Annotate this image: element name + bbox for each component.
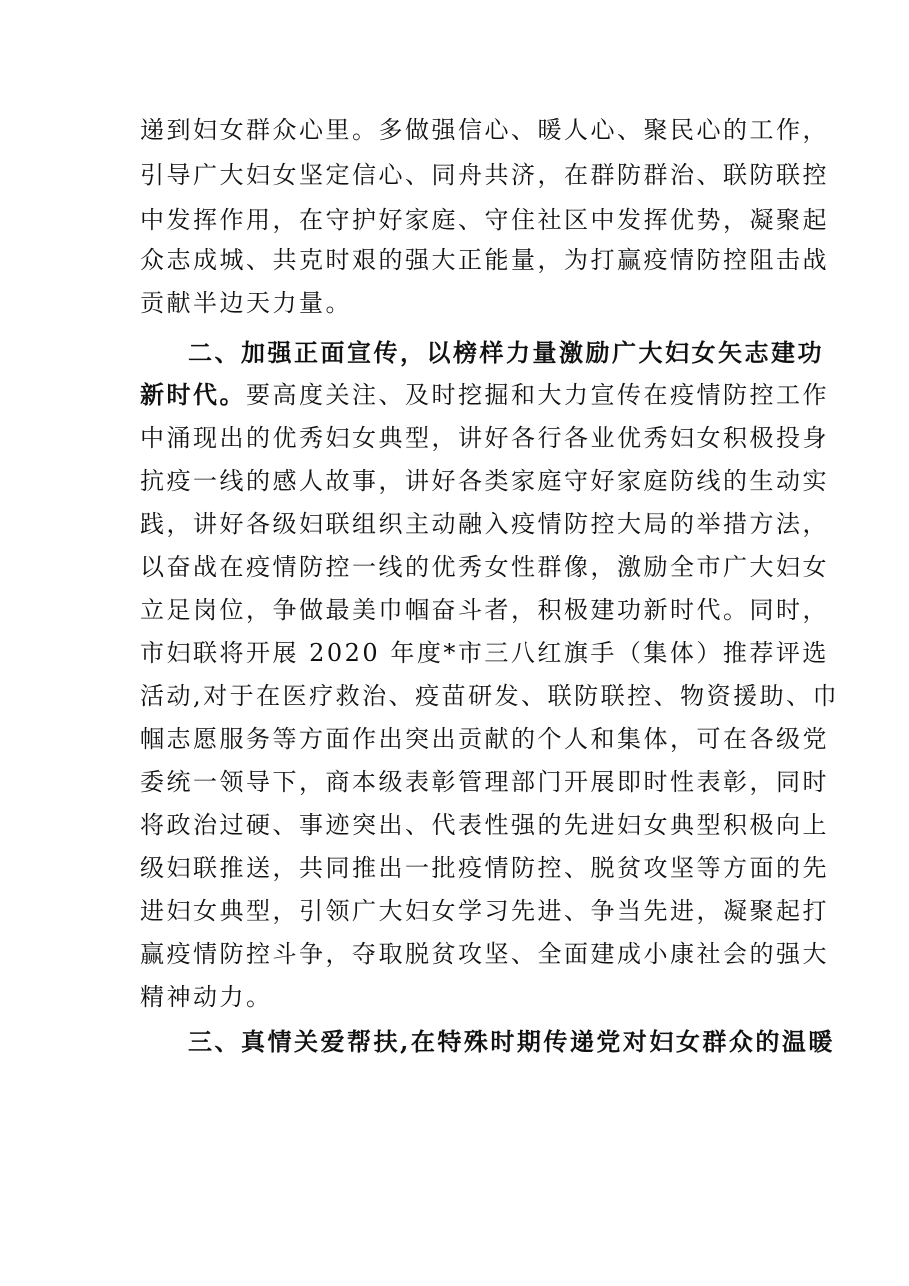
section-2-line-7: 立足岗位，争做最美巾帼奋斗者，积极建功新时代。同时， [140, 596, 829, 624]
section-3-heading: 三、真情关爱帮扶,在特殊时期传递党对妇女群众的温暖 [188, 1027, 835, 1056]
paragraph-1-line-4: 众志成城、共克时艰的强大正能量，为打赢疫情防控阻击战 [140, 246, 829, 274]
section-2-line-11: 委统一领导下，商本级表彰管理部门开展即时性表彰，同时 [140, 768, 829, 796]
paragraph-1-line-1: 递到妇女群众心里。多做强信心、暖人心、聚民心的工作， [140, 116, 829, 144]
section-2-line-16: 精神动力。 [140, 983, 273, 1011]
section-2-heading-end: 新时代。 [140, 380, 246, 409]
paragraph-1-line-5: 贡献半边天力量。 [140, 289, 352, 317]
section-2-line-10: 帼志愿服务等方面作出突出贡献的个人和集体，可在各级党 [140, 725, 829, 753]
section-2-line-13: 级妇联推送，共同推出一批疫情防控、脱贫攻坚等方面的先 [140, 854, 829, 882]
section-2-line-2 [140, 380, 829, 410]
section-2-line-4: 抗疫一线的感人故事，讲好各类家庭守好家庭防线的生动实 [140, 467, 829, 495]
section-2-text-start: 要高度关注、及时挖掘和大力宣传在疫情防控工作 [246, 381, 829, 409]
paragraph-1-line-2: 引导广大妇女坚定信心、同舟共济，在群防群治、联防联控 [140, 161, 829, 189]
section-2-line-8: 市妇联将开展 2020 年度*市三八红旗手（集体）推荐评选 [140, 639, 829, 667]
section-2-line-9: 活动,对于在医疗救治、疫苗研发、联防联控、物资援助、巾 [140, 682, 840, 710]
section-2-line-3: 中涌现出的优秀妇女典型，讲好各行各业优秀妇女积极投身 [140, 424, 829, 452]
section-2-line-14: 进妇女典型，引领广大妇女学习先进、争当先进，凝聚起打 [140, 897, 829, 925]
section-2-line-6: 以奋战在疫情防控一线的优秀女性群像，激励全市广大妇女 [140, 553, 829, 581]
section-2-heading-line-1: 二、加强正面宣传，以榜样力量激励广大妇女矢志建功 [188, 338, 824, 367]
paragraph-1-line-3: 中发挥作用，在守护好家庭、守住社区中发挥优势，凝聚起 [140, 206, 829, 234]
section-2-line-15: 赢疫情防控斗争，夺取脱贫攻坚、全面建成小康社会的强大 [140, 940, 829, 968]
section-2-line-12: 将政治过硬、事迹突出、代表性强的先进妇女典型积极向上 [140, 811, 829, 839]
section-2-line-5: 践，讲好各级妇联组织主动融入疫情防控大局的举措方法， [140, 510, 829, 538]
